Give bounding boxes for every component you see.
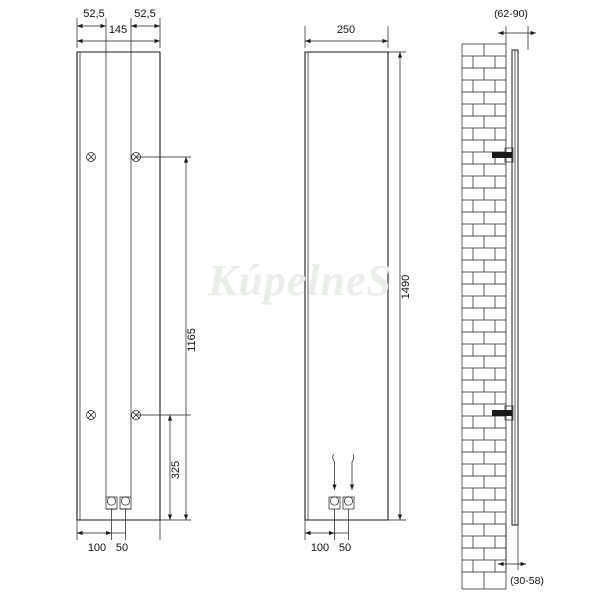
wall-view-group (462, 8, 544, 589)
dim-62-90: (62-90) (494, 8, 528, 20)
watermark: KúpelneS (207, 256, 393, 305)
dim-30-58: (30-58) (510, 575, 544, 587)
dim-325: 325 (170, 460, 182, 480)
dim-52-5-right: 52,5 (134, 8, 156, 20)
dim-250: 250 (336, 24, 356, 36)
dim-52-5-left: 52,5 (83, 8, 105, 20)
side-panel-outline (305, 52, 388, 520)
dim-145: 145 (108, 24, 128, 36)
wall-radiator-profile (512, 50, 518, 525)
dim-1165: 1165 (186, 328, 198, 352)
front-view-group (77, 8, 198, 554)
dim-50-side: 50 (338, 542, 352, 554)
side-view-group (305, 24, 412, 554)
dim-1490: 1490 (400, 274, 412, 300)
brick-wall (462, 44, 506, 589)
front-panel-outline (77, 52, 160, 520)
dim-100-side: 100 (310, 542, 330, 554)
dim-50-front: 50 (115, 542, 129, 554)
dim-100-front: 100 (87, 542, 107, 554)
